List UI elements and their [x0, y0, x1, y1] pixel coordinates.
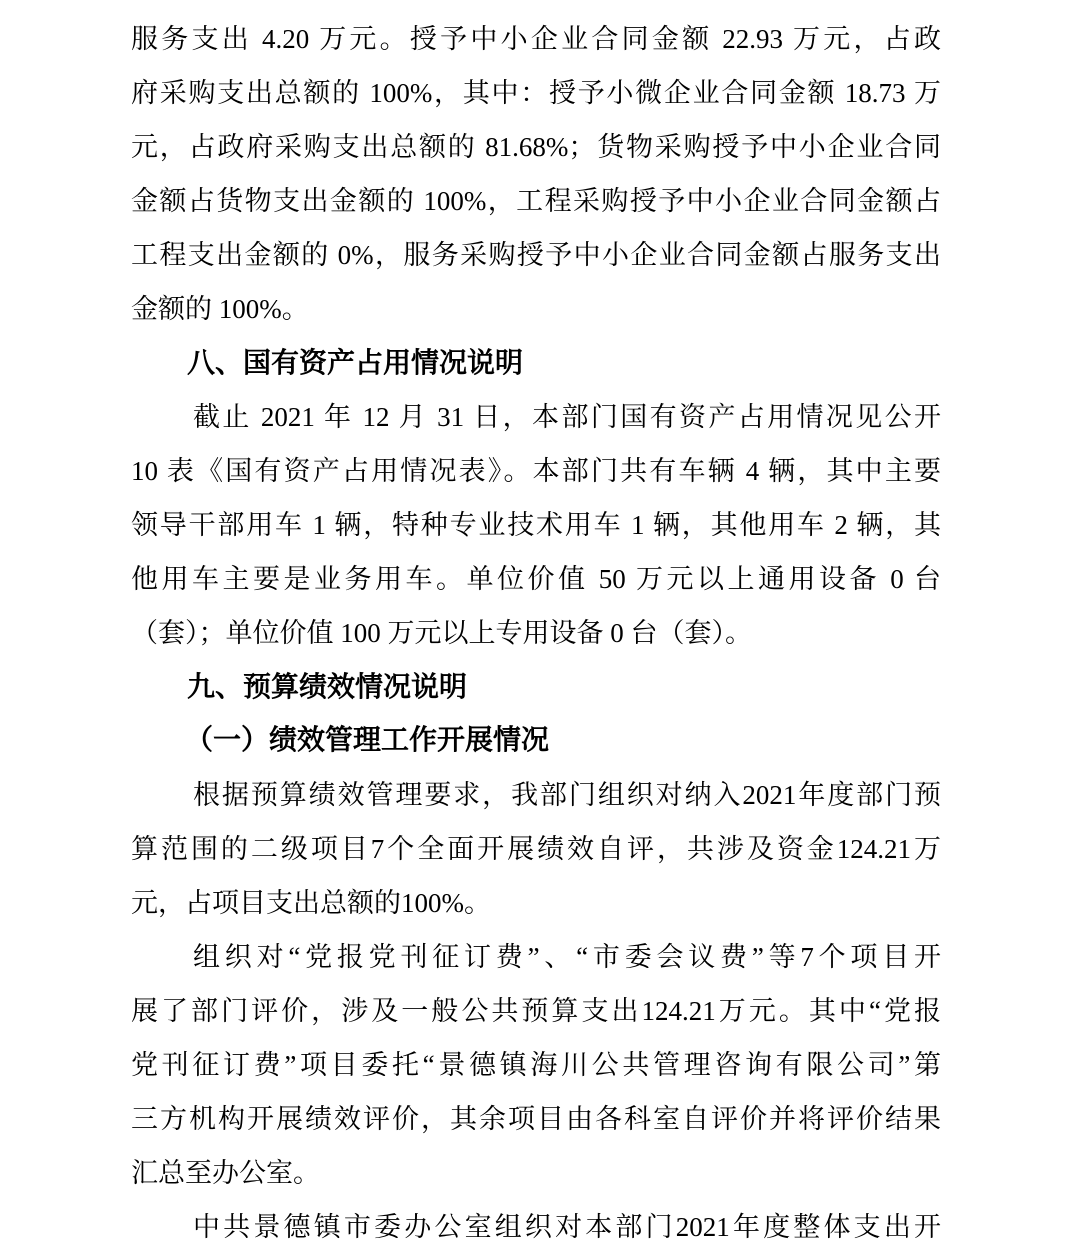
body-line: 服务支出 4.20 万元。授予中小企业合同金额 22.93 万元，占政	[131, 24, 941, 54]
body-line: 金额的 100%。	[131, 294, 309, 324]
body-line: 10 表《国有资产占用情况表》。本部门共有车辆 4 辆，其中主要	[131, 456, 941, 486]
body-line: 三方机构开展绩效评价，其余项目由各科室自评价并将评价结果	[131, 1104, 941, 1134]
body-line: 他用车主要是业务用车。单位价值 50 万元以上通用设备 0 台	[131, 564, 941, 594]
body-line: 算范围的二级项目7个全面开展绩效自评，共涉及资金124.21万	[131, 834, 941, 864]
body-line: 汇总至办公室。	[131, 1158, 320, 1188]
body-line: 展了部门评价，涉及一般公共预算支出124.21万元。其中“党报	[131, 996, 941, 1026]
body-line: 根据预算绩效管理要求，我部门组织对纳入2021年度部门预	[193, 780, 941, 810]
body-line: 元，占项目支出总额的100%。	[131, 888, 491, 918]
body-line: 截止 2021 年 12 月 31 日，本部门国有资产占用情况见公开	[193, 402, 941, 432]
body-line: 组织对“党报党刊征订费”、“市委会议费”等7个项目开	[193, 942, 941, 972]
body-line: 领导干部用车 1 辆，特种专业技术用车 1 辆，其他用车 2 辆，其	[131, 510, 941, 540]
body-line: 党刊征订费”项目委托“景德镇海川公共管理咨询有限公司”第	[131, 1050, 941, 1080]
section-heading: 八、国有资产占用情况说明	[187, 347, 524, 378]
body-line: 府采购支出总额的 100%，其中：授予小微企业合同金额 18.73 万	[131, 78, 941, 108]
body-line: 工程支出金额的 0%，服务采购授予中小企业合同金额占服务支出	[131, 240, 941, 270]
subsection-heading: （一）绩效管理工作开展情况	[185, 725, 550, 756]
body-line: 金额占货物支出金额的 100%，工程采购授予中小企业合同金额占	[131, 186, 941, 216]
body-line: （套）；单位价值 100 万元以上专用设备 0 台（套）。	[131, 618, 752, 648]
section-heading: 九、预算绩效情况说明	[187, 671, 468, 702]
body-line: 元，占政府采购支出总额的 81.68%；货物采购授予中小企业合同	[131, 132, 941, 162]
body-line: 中共景德镇市委办公室组织对本部门2021年度整体支出开	[193, 1212, 941, 1242]
